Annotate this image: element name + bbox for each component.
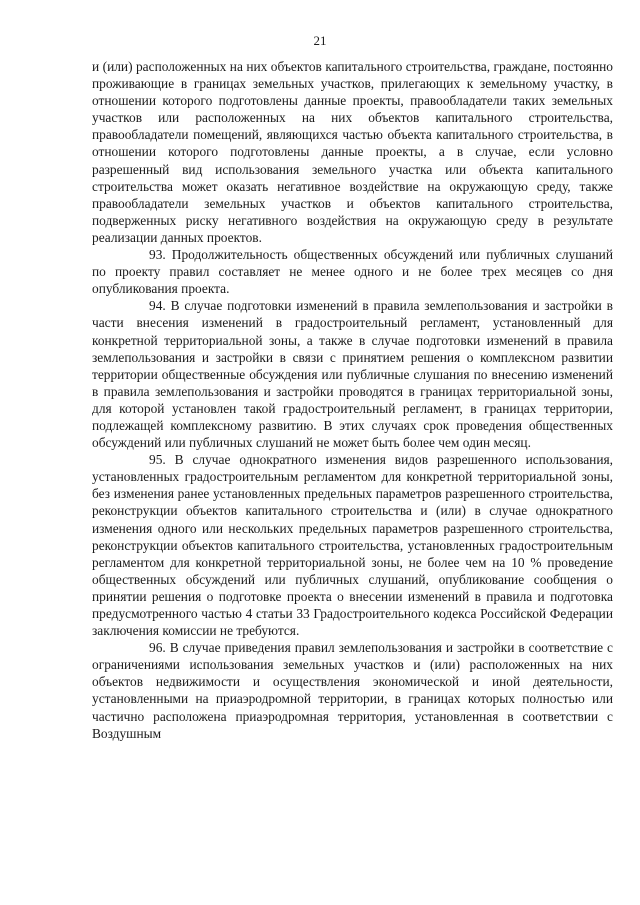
page-number: 21 bbox=[313, 33, 327, 48]
paragraph-item-94: 94. В случае подготовки изменений в правила землепользования и застройки в части внесения изменений в градостроительный регламент, установленный для конкретной территориальной зоны, а также в случае подготовки изменений в правила землепользования и застройки в связи с принятием решения о комплексном развитии территории общественные обсуждения или публичные слушания по внесению изменений в правила землепользования и застройки проводятся в границах территориальной зоны, для которой установлен такой градостроительный регламент, в границах территории, подлежащей комплексному развитию. В этих случаях срок проведения общественных обсуждений или публичных слушаний не может быть более чем один месяц. bbox=[92, 298, 613, 451]
document-body bbox=[92, 58, 613, 742]
paragraph-item-93: 93. Продолжительность общественных обсуждений или публичных слушаний по проекту правил составляет не менее одного и не более трех месяцев со дня опубликования проекта. bbox=[92, 247, 613, 297]
paragraph-continuation: и (или) расположенных на них объектов капитального строительства, граждане, постоянно проживающие в границах земельных участков, прилегающих к земельному участку, в отношении которого подготовлены данные проекты, правообладатели таких земельных участков или расположенных на них объектов капитального строительства, правообладатели помещений, являющихся частью объекта капитального строительства, в отношении которого подготовлены данные проекты, а в случае, если условно разрешенный вид использования земельного участка или объекта капитального строительства может оказать негативное воздействие на окружающую среду, также правообладатели земельных участков и объектов капитального строительства, подверженных риску негативного воздействия на окружающую среду в результате реализации данных проектов. bbox=[92, 59, 613, 245]
paragraph-item-95: 95. В случае однократного изменения видов разрешенного использования, установленных градостроительным регламентом для конкретной территориальной зоны, без изменения ранее установленных предельных параметров разрешенного строительства, реконструкции объектов капитального строительства и (или) в случае однократного изменения одного или нескольких предельных параметров разрешенного строительства, реконструкции объектов капитального строительства, установленных градостроительным регламентом для конкретной территориальной зоны, не более чем на 10 % проведение общественных обсуждений или публичных слушаний, опубликование сообщения о принятии решения о подготовке проекта о внесении изменений в правила и подготовка предусмотренного частью 4 статьи 33 Градостроительного кодекса Российской Федерации заключения комиссии не требуются. bbox=[92, 452, 613, 639]
paragraph-item-96: 96. В случае приведения правил землепользования и застройки в соответствие с ограничениями использования земельных участков и (или) расположенных на них объектов недвижимости и осуществления экономической и иной деятельности, установленными на приаэродромной территории, в границах которых полностью или частично расположена приаэродромная территория, установленная в соответствии с Воздушным bbox=[92, 640, 613, 741]
